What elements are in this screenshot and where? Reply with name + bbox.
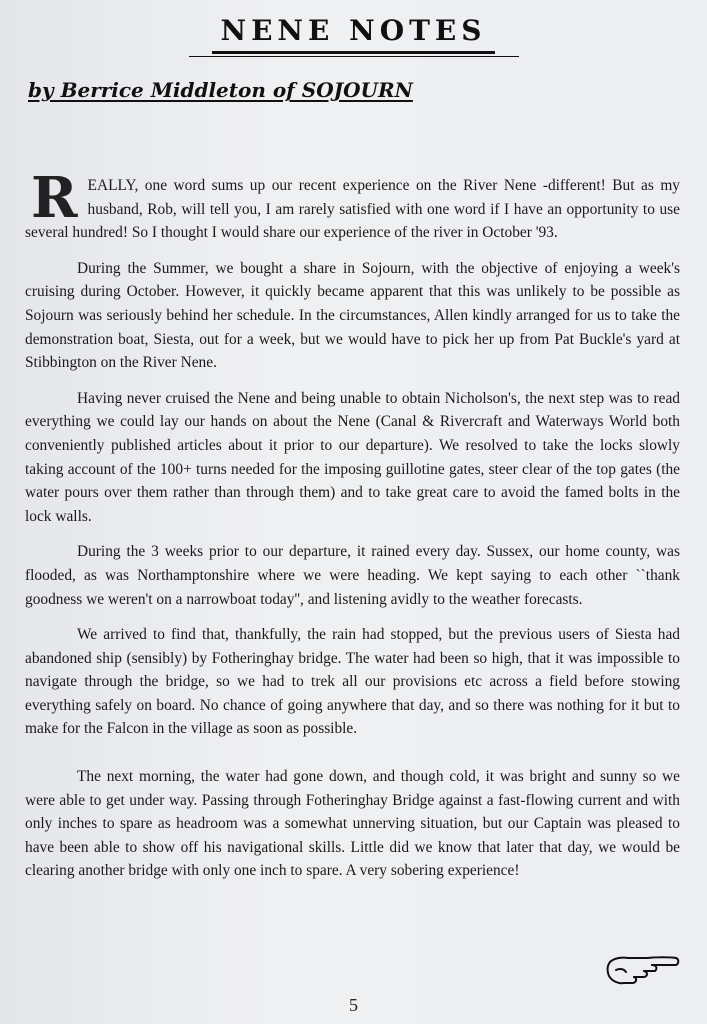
paragraph-text: EALLY, one word sums up our recent experience on the River Nene -different! But as my husband, Rob, will tell you, I am rarely satisfied with one word if I have an opportunity to use several hundred! So I thought I would share our experience of the river in October '93.	[25, 177, 680, 242]
drop-cap: R	[31, 165, 78, 231]
article-paragraph-5: We arrived to find that, thankfully, the rain had stopped, but the previous users of Siesta had abandoned ship (sensibly) by Fotheringhay bridge. The water had been so high, that it was impossible to navigate through the bridge, so we had to trek all our provisions etc across a field before stowing everything safely on board. No chance of going anywhere that day, and so there was nothing for it but to make for the Falcon in the village as soon as possible.	[25, 626, 680, 738]
pointing-hand-icon	[604, 948, 680, 990]
article-body	[25, 165, 680, 895]
page-title: NENE NOTES	[212, 14, 494, 54]
article-paragraph-6: The next morning, the water had gone down, and though cold, it was bright and sunny so we were able to get under way. Passing through Fotheringhay Bridge against a fast-flowing current and with only inches to spare as headroom was a somewhat unnerving situation, but our Captain was pleased to have been able to show off his navigational skills. Little did we know that later that day, we would be clearing another bridge with only one inch to spare. A very sobering experience!	[25, 768, 680, 880]
masthead	[0, 14, 707, 57]
title-rule	[189, 56, 519, 57]
page-number: 5	[349, 995, 358, 1015]
article-paragraph-1	[25, 165, 680, 245]
article-paragraph-4: During the 3 weeks prior to our departure, it rained every day. Sussex, our home county, was flooded, as was Northamptonshire where we were heading. We kept saying to each other ``thank goodness we weren't on a narrowboat today'', and listening avidly to the weather forecasts.	[25, 543, 680, 608]
article-paragraph-3: Having never cruised the Nene and being unable to obtain Nicholson's, the next step was to read everything we could lay our hands on about the Nene (Canal & Rivercraft and Waterways World both conveniently published articles about it prior to our departure). We resolved to take the locks slowly taking account of the 100+ turns needed for the imposing guillotine gates, steer clear of the top gates (the water pours over them rather than through them) and to take great care to avoid the famed bolts in the lock walls.	[25, 389, 680, 525]
article-paragraph-2: During the Summer, we bought a share in Sojourn, with the objective of enjoying a week's cruising during October. However, it quickly became apparent that this was unlikely to be possible as Sojourn was seriously behind her schedule. In the circumstances, Allen kindly arranged for us to take the demonstration boat, Siesta, out for a week, but we would have to pick her up from Pat Buckle's yard at Stibbington on the River Nene.	[25, 259, 680, 372]
byline: by Berrice Middleton of SOJOURN	[28, 78, 413, 102]
